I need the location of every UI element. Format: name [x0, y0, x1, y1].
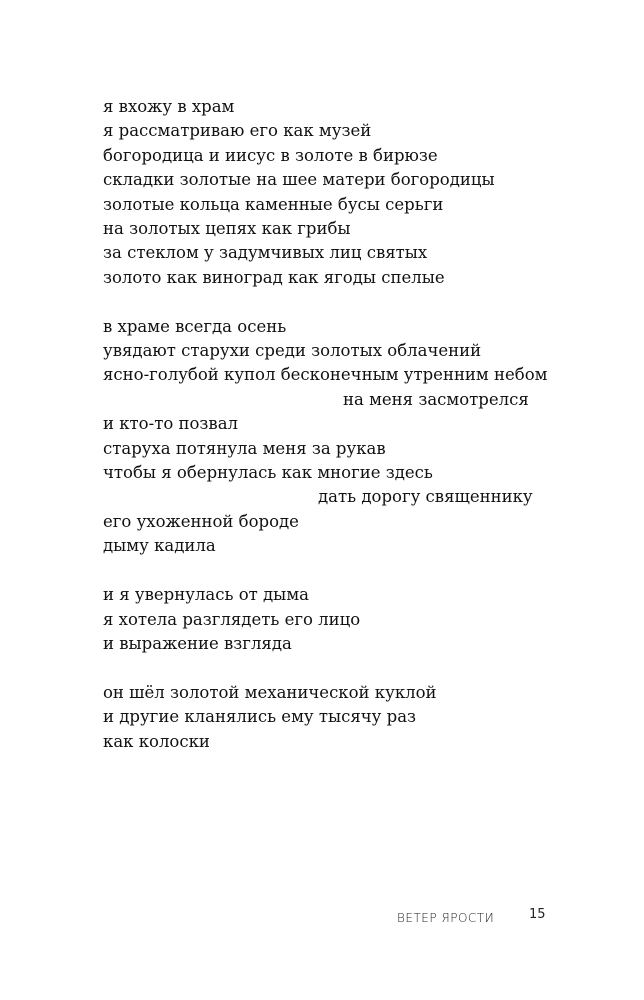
poem-line-indented: на меня засмотрелся — [343, 389, 529, 409]
stanza-2 — [103, 315, 548, 559]
poem-line: чтобы я обернулась как многие здесь — [103, 463, 433, 483]
poem-line: дыму кадила — [103, 536, 216, 556]
page-footer — [397, 907, 557, 927]
poem-line: складки золотые на шее матери богородицы — [103, 170, 495, 190]
poem-line: и другие кланялись ему тысячу раз — [103, 707, 417, 727]
poem-line: старуха потянула меня за рукав — [103, 438, 386, 458]
poem-line: золото как виноград как ягоды спелые — [103, 267, 445, 287]
stanza-3 — [103, 583, 543, 656]
poem-line: он шёл золотой механической куклой — [103, 682, 437, 702]
stanza-1 — [103, 95, 543, 290]
poem-line: я вхожу в храм — [103, 97, 235, 116]
poem-line: я рассматриваю его как музей — [103, 121, 372, 141]
running-title: ВЕТЕР ЯРОСТИ — [397, 911, 495, 925]
poem-line: в храме всегда осень — [103, 316, 287, 336]
poem-line: и выражение взгляда — [103, 633, 292, 653]
poem-line: его ухоженной бороде — [103, 511, 299, 531]
poem-line: и я увернулась от дыма — [103, 585, 309, 605]
poem-line: золотые кольца каменные бусы серьги — [103, 194, 444, 214]
poem-line-indented: дать дорогу священнику — [318, 487, 533, 507]
poem-line: богородица и иисус в золоте в бирюзе — [103, 145, 438, 165]
poem-line: за стеклом у задумчивых лиц святых — [103, 243, 428, 263]
poem-line: на золотых цепях как грибы — [103, 219, 351, 239]
poem-line: увядают старухи среди золотых облачений — [103, 341, 482, 361]
poem-text — [103, 95, 548, 778]
poem-line: ясно-голубой купол бесконечным утренним небом — [103, 365, 548, 385]
poem-line: я хотела разглядеть его лицо — [103, 609, 361, 629]
stanza-4 — [103, 681, 543, 754]
poem-line: и кто-то позвал — [103, 414, 239, 434]
page-number: 15 — [529, 907, 546, 922]
poem-line: как колоски — [103, 731, 210, 751]
